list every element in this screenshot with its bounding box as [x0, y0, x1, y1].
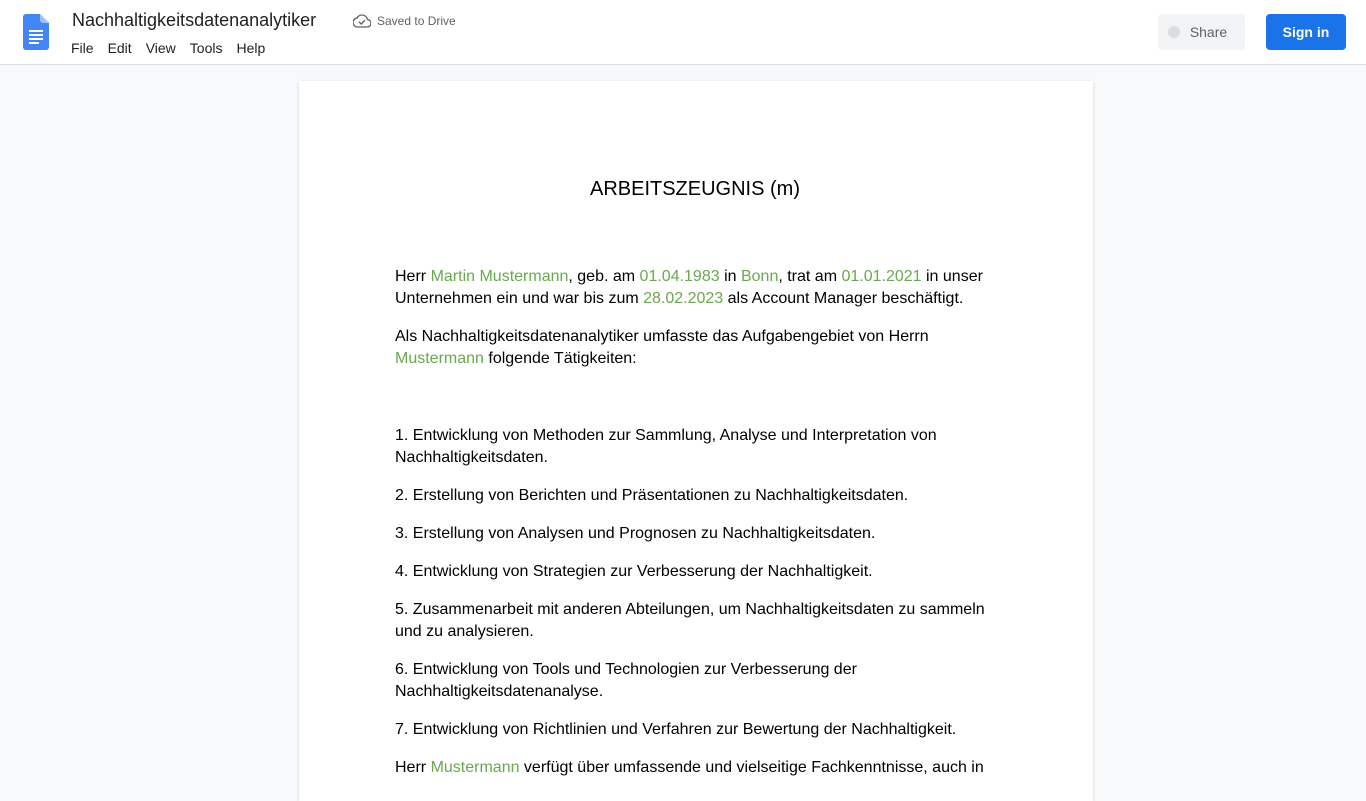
sign-in-button[interactable] [1266, 14, 1346, 50]
task-7-text: 7. Entwicklung von Richtlinien und Verfahren zur Bewertung der Nachhaltigkeit. [395, 721, 957, 738]
birth-date: 01.04.1983 [639, 268, 720, 285]
closing-paragraph [395, 757, 995, 779]
task-item-5 [395, 599, 995, 643]
intro-text-6: Unternehmen ein und war bis zum [395, 290, 644, 307]
menu-file[interactable]: File [71, 40, 94, 56]
menu-edit[interactable]: Edit [107, 40, 132, 56]
task-6-line-1: 6. Entwicklung von Tools und Technologien zur Verbesserung der [395, 661, 857, 678]
task-item-7 [395, 719, 995, 741]
menu-help[interactable]: Help [236, 40, 266, 56]
end-date: 28.02.2023 [643, 290, 724, 307]
menu-tools[interactable]: Tools [189, 40, 223, 56]
google-docs-icon[interactable] [23, 14, 49, 50]
task-item-2 [395, 485, 995, 507]
task-1-line-2: Nachhaltigkeitsdaten. [395, 449, 548, 466]
employee-surname: Mustermann [395, 350, 484, 367]
task-3-text: 3. Erstellung von Analysen und Prognosen zu Nachhaltigkeitsdaten. [395, 525, 876, 542]
document-heading: ARBEITSZEUGNIS (m) [589, 178, 800, 200]
share-button-label: Share [1189, 24, 1228, 40]
lock-icon [1168, 26, 1180, 38]
share-button[interactable] [1158, 14, 1245, 50]
intro-text-7: als Account Manager beschäftigt. [723, 290, 964, 307]
document-page[interactable] [299, 81, 1093, 801]
closing-text-2: verfügt über umfassende und vielseitige Fachkenntnisse, auch in [519, 759, 984, 776]
birth-city: Bonn [740, 268, 779, 285]
scope-text-2: folgende Tätigkeiten: [483, 350, 637, 367]
task-5-line-2: und zu analysieren. [395, 623, 534, 640]
task-2-text: 2. Erstellung von Berichten und Präsentationen zu Nachhaltigkeitsdaten. [395, 487, 909, 504]
closing-text-1: Herr [395, 759, 431, 776]
intro-text-5: in unser [921, 268, 983, 285]
menu-view[interactable]: View [145, 40, 176, 56]
task-item-4 [395, 561, 995, 583]
scope-text-1: Als Nachhaltigkeitsdatenanalytiker umfasste das Aufgabengebiet von Herrn [395, 328, 929, 345]
task-4-text: 4. Entwicklung von Strategien zur Verbesserung der Nachhaltigkeit. [395, 563, 873, 580]
closing-surname: Mustermann [430, 759, 520, 776]
task-item-3 [395, 523, 995, 545]
start-date: 01.01.2021 [841, 268, 922, 285]
sign-in-button-label: Sign in [1282, 24, 1330, 40]
save-status [353, 13, 456, 29]
task-item-6 [395, 659, 995, 703]
intro-text-3: in [719, 268, 741, 285]
intro-text-1: Herr [395, 268, 431, 285]
save-status-text: Saved to Drive [377, 14, 456, 28]
menu-bar [64, 38, 272, 58]
task-item-1 [395, 425, 995, 469]
cloud-done-icon [353, 14, 371, 28]
task-1-line-1: 1. Entwicklung von Methoden zur Sammlung, Analyse und Interpretation von [395, 427, 937, 444]
intro-paragraph [395, 266, 995, 310]
scope-paragraph [395, 326, 995, 370]
document-title[interactable]: Nachhaltigkeitsdatenanalytiker [72, 10, 317, 30]
intro-text-4: , trat am [778, 268, 842, 285]
task-5-line-1: 5. Zusammenarbeit mit anderen Abteilungen, um Nachhaltigkeitsdaten zu sammeln [395, 601, 985, 618]
task-6-line-2: Nachhaltigkeitsdatenanalyse. [395, 683, 604, 700]
employee-name: Martin Mustermann [430, 268, 569, 285]
app-header [0, 0, 1366, 65]
intro-text-2: , geb. am [568, 268, 640, 285]
